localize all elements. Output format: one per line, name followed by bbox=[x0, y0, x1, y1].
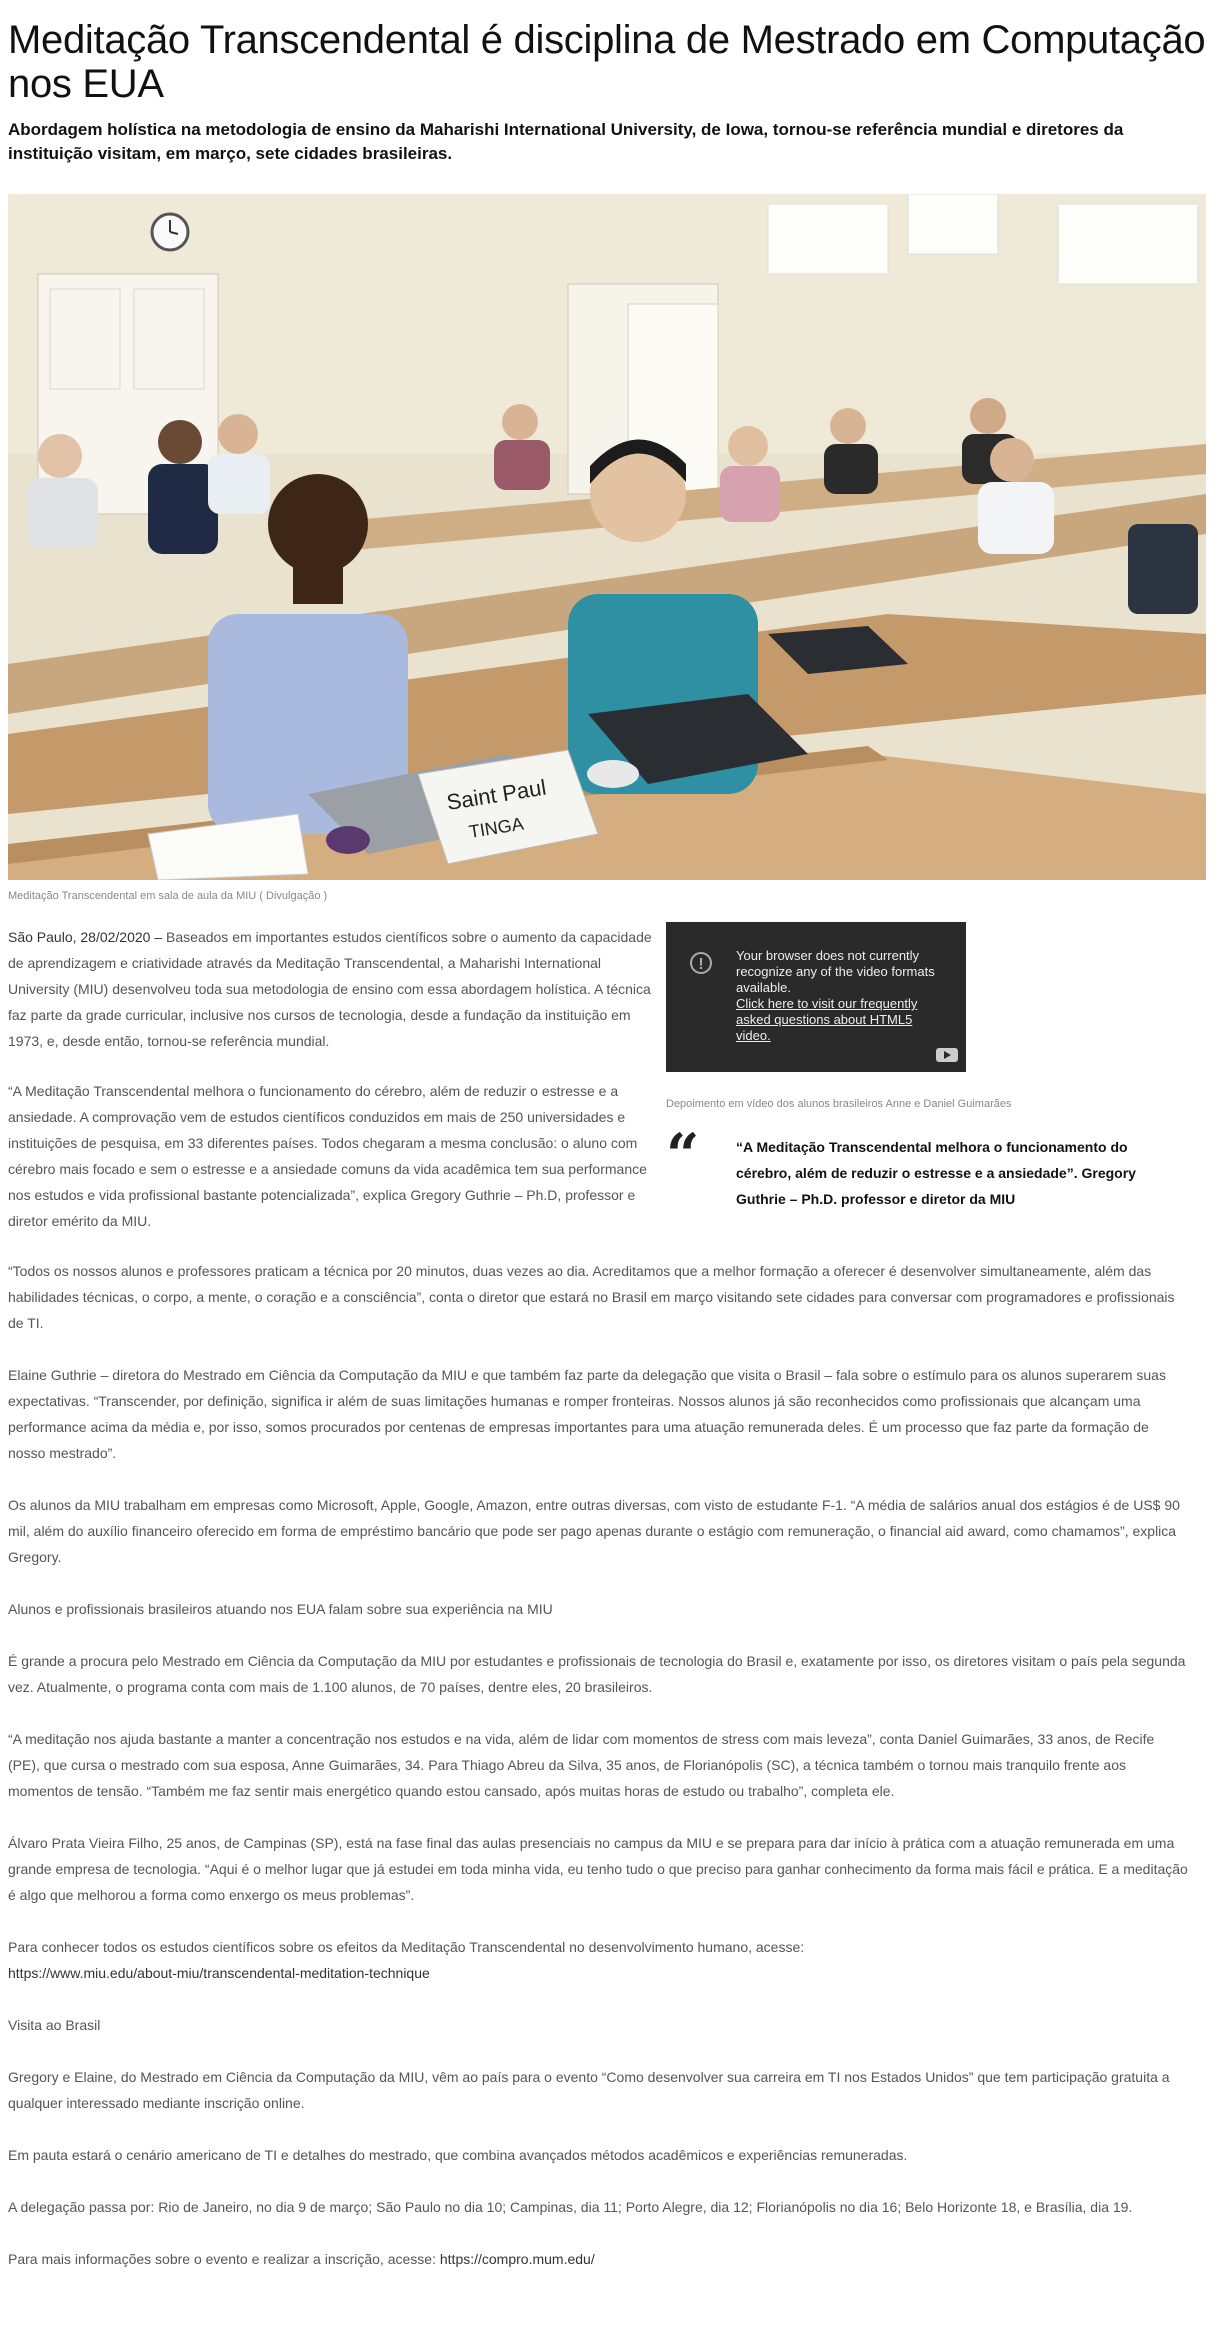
alert-icon: ! bbox=[690, 952, 712, 974]
page-title: Meditação Transcendental é disciplina de Mestrado em Computação nos EUA bbox=[8, 18, 1206, 106]
paragraph-10-text: Para conhecer todos os estudos científicos sobre os efeitos da Meditação Transcendental no desenvolvimento humano, acesse: bbox=[8, 1939, 805, 1955]
paragraph-5: Os alunos da MIU trabalham em empresas como Microsoft, Apple, Google, Amazon, entre outras diversas, com visto de estudante F-1. “A média de salários anual dos estágios é de US$ 90 mil, além do auxílio financeiro oferecido em forma de empréstimo bancário que pode ser pago apenas durante o estágio com remuneração, o financial aid award, como chamamos”, explica Gregory. bbox=[8, 1497, 1180, 1565]
dateline: São Paulo, 28/02/2020 – bbox=[8, 929, 163, 945]
compro-link[interactable]: https://compro.mum.edu/ bbox=[439, 2251, 595, 2267]
pull-quote: “A Meditação Transcendental melhora o funcionamento do cérebro, além de reduzir o estresse e a ansiedade”. Gregory Guthrie – Ph.D. professor e diretor da MIU bbox=[736, 1139, 1136, 1207]
photo-caption: Meditação Transcendental em sala de aula da MIU ( Divulgação ) bbox=[8, 890, 328, 902]
paragraph-4: Elaine Guthrie – diretora do Mestrado em Ciência da Computação da MIU e que também faz parte da delegação que visita o Brasil – fala sobre o estímulo para os alunos superarem suas expectativas. “Transcender, por definição, significa ir além de suas limitações humanas e romper fronteiras. Nossos alunos já são reconhecidos como profissionais que alcançam uma performance acima da média e, por isso, somos procurados por centenas de empresas importantes para uma atuação remunerada deles. É um processo que faz parte da formação de nosso mestrado”. bbox=[8, 1367, 1166, 1461]
miu-tm-link[interactable]: https://www.miu.edu/about-miu/transcendental-meditation-technique bbox=[8, 1965, 430, 1981]
paragraph-13: Em pauta estará o cenário americano de TI e detalhes do mestrado, que combina avançados métodos acadêmicos e experiências remuneradas. bbox=[8, 2147, 908, 2163]
paragraph-12: Gregory e Elaine, do Mestrado em Ciência da Computação da MIU, vêm ao país para o evento “Como desenvolver sua carreira em TI nos Estados Unidos” que tem participação gratuita a qualquer interessado mediante inscrição online. bbox=[8, 2069, 1170, 2111]
sign-text-1: Saint Paul bbox=[444, 774, 548, 815]
video-player[interactable] bbox=[666, 922, 966, 1072]
paragraph-14: A delegação passa por: Rio de Janeiro, no dia 9 de março; São Paulo no dia 10; Campinas, dia 11; Porto Alegre, dia 12; Florianópolis no dia 16; Belo Horizonte 18, e Brasília, dia 19. bbox=[8, 2199, 1133, 2215]
paragraph-intro-text: Baseados em importantes estudos científicos sobre o aumento da capacidade de aprendizagem e criatividade através da Meditação Transcendental, a Maharishi International University (MIU) desenvolveu toda sua metodologia de ensino com essa abordagem holística. A técnica faz parte da grade curricular, inclusive nos cursos de tecnologia, desde a fundação da instituição em 1973, e, desde então, tornou-se referência mundial. bbox=[8, 929, 652, 1049]
paragraph-10 bbox=[8, 1934, 1188, 1986]
paragraph-7: É grande a procura pelo Mestrado em Ciência da Computação da MIU por estudantes e profissionais de tecnologia do Brasil e, exatamente por isso, os diretores visitam o país pela segunda vez. Atualmente, o programa conta com mais de 1.100 alunos, de 70 países, dentre eles, 20 brasileiros. bbox=[8, 1653, 1186, 1695]
paragraph-3: “Todos os nossos alunos e professores praticam a técnica por 20 minutos, duas vezes ao dia. Acreditamos que a melhor formação a oferecer é desenvolver simultaneamente, além das habilidades técnicas, o corpo, a mente, o coração e a consciência”, conta o diretor que estará no Brasil em março visitando sete cidades para conversar com programadores e profissionais de TI. bbox=[8, 1263, 1175, 1331]
article-subtitle: Abordagem holística na metodologia de ensino da Maharishi International University, de Iowa, tornou-se referência mundial e diretores da instituição visitam, em março, sete cidades brasileiras. bbox=[8, 120, 1124, 163]
quote-mark-icon: “ bbox=[666, 1121, 700, 1189]
paragraph-9: Álvaro Prata Vieira Filho, 25 anos, de Campinas (SP), está na fase final das aulas presenciais no campus da MIU e se prepara para dar início à prática com a atuação remunerada em uma grande empresa de tecnologia. “Aqui é o melhor lugar que já estudei em toda minha vida, eu tenho tudo o que preciso para ganhar conhecimento da forma mais fácil e prática. E a meditação é algo que melhorou a forma como enxergo os meus problemas”. bbox=[8, 1835, 1188, 1903]
classroom-photo bbox=[8, 194, 1206, 880]
paragraph-2: “A Meditação Transcendental melhora o funcionamento do cérebro, além de reduzir o estresse e a ansiedade. A comprovação vem de estudos científicos conduzidos em mais de 250 universidades e instituições de pesquisa, em 33 diferentes países. Todos chegaram a mesma conclusão: o aluno com cérebro mais focado e sem o estresse e a ansiedade comuns da vida acadêmica tem sua performance nos estudos e vida profissional bastante potencializada”, explica Gregory Guthrie – Ph.D, professor e diretor emérito da MIU. bbox=[8, 1083, 647, 1229]
paragraph-intro bbox=[8, 924, 652, 1054]
video-error-message: Your browser does not currently recognize any of the video formats available. bbox=[736, 948, 935, 995]
paragraph-6: Alunos e profissionais brasileiros atuando nos EUA falam sobre sua experiência na MIU bbox=[8, 1601, 553, 1617]
youtube-icon[interactable] bbox=[936, 1048, 958, 1062]
sign-text-2: TINGA bbox=[467, 813, 525, 842]
paragraph-15-text: Para mais informações sobre o evento e realizar a inscrição, acesse: bbox=[8, 2251, 436, 2267]
paragraph-8: “A meditação nos ajuda bastante a manter a concentração nos estudos e na vida, além de lidar com momentos de stress com mais leveza”, conta Daniel Guimarães, 33 anos, de Recife (PE), que cursa o mestrado com sua esposa, Anne Guimarães, 34. Para Thiago Abreu da Silva, 35 anos, de Florianópolis (SC), a técnica também o tornou mais tranquilo frente aos momentos de tensão. “Também me faz sentir mais energético quando estou cansado, após muitas horas de estudo ou trabalho”, completa ele. bbox=[8, 1731, 1155, 1799]
article bbox=[8, 0, 1206, 2267]
section-heading-visita: Visita ao Brasil bbox=[8, 2017, 101, 2033]
paragraph-15 bbox=[8, 2246, 1188, 2272]
video-faq-link[interactable]: Click here to visit our frequently asked questions about HTML5 video. bbox=[736, 996, 918, 1043]
video-caption: Depoimento em vídeo dos alunos brasileiros Anne e Daniel Guimarães bbox=[666, 1098, 1012, 1110]
